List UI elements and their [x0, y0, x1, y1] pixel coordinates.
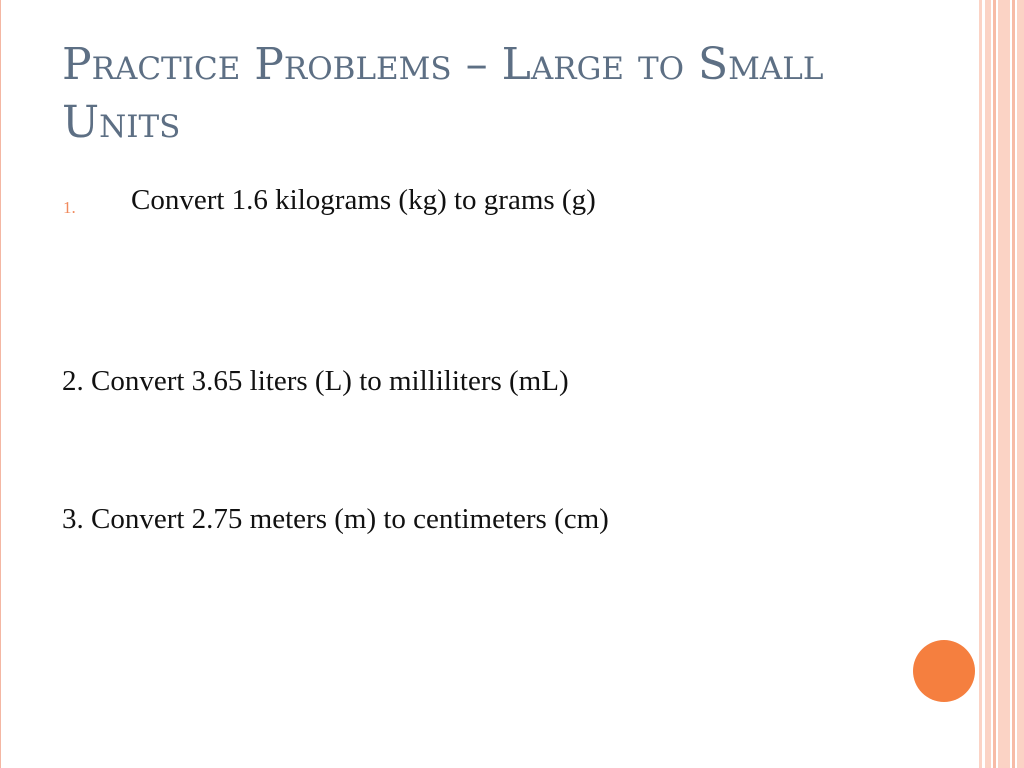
- right-stripe: [1012, 0, 1015, 768]
- left-border-line: [0, 0, 1, 768]
- problem-1: Convert 1.6 kilograms (kg) to grams (g): [131, 184, 596, 216]
- problem-2: 2. Convert 3.65 liters (L) to milliliters (mL): [62, 365, 569, 397]
- problem-3: 3. Convert 2.75 meters (m) to centimeters (cm): [62, 503, 609, 535]
- right-stripe: [985, 0, 991, 768]
- right-stripe: [993, 0, 996, 768]
- slide-title: Practice Problems – Large to Small Units: [62, 39, 824, 148]
- decorative-circle: [913, 640, 975, 702]
- problem-1-number: 1.: [63, 198, 76, 217]
- right-stripe: [1017, 0, 1024, 768]
- right-stripe: [998, 0, 1010, 768]
- right-stripe: [979, 0, 982, 768]
